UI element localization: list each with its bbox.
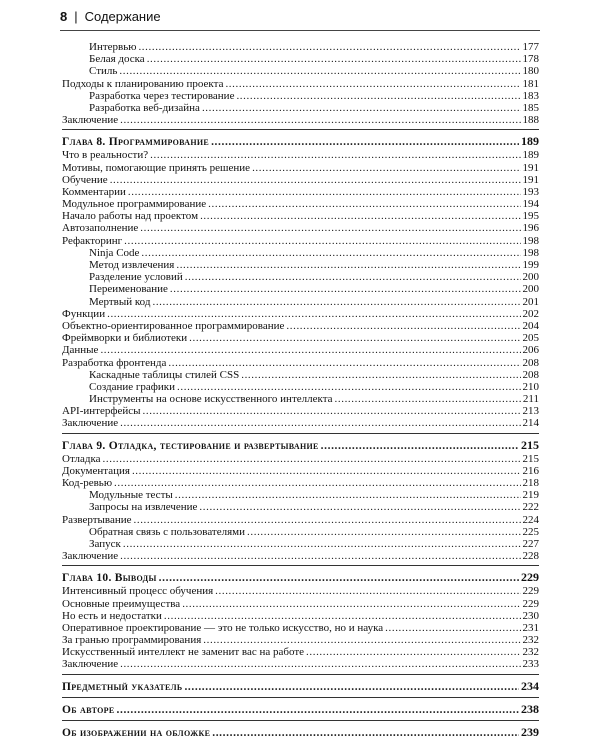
entry-page: 191: [522, 173, 539, 186]
toc-subentry[interactable]: [62, 283, 539, 295]
section-divider: [62, 565, 539, 566]
entry-page: 181: [522, 77, 539, 90]
entry-title: Функции: [62, 307, 106, 320]
chapter-entry[interactable]: [62, 134, 539, 149]
entry-title: Комментарии: [62, 185, 126, 198]
entry-title: Разработка фронтенда: [62, 356, 167, 369]
entry-title: Интервью: [89, 41, 137, 53]
chapter-title: Глава 10. Выводы: [62, 572, 157, 585]
entry-page: 213: [522, 405, 539, 418]
dot-leader: [176, 259, 520, 271]
entry-title: Заключение: [62, 550, 119, 563]
entry-page: 222: [522, 501, 539, 514]
dot-leader: [140, 222, 520, 234]
chapter-title: Глава 9. Отладка, тестирование и развертывание: [62, 439, 319, 452]
entry-title: Модульное программирование: [62, 198, 207, 211]
toc-entry[interactable]: [62, 162, 539, 174]
toc-entry[interactable]: [62, 344, 539, 356]
chapter-entry[interactable]: [62, 438, 539, 453]
toc-entry[interactable]: [62, 453, 539, 465]
dot-leader: [147, 53, 521, 65]
toc-entry[interactable]: [62, 634, 539, 646]
dot-leader: [175, 489, 521, 501]
toc-entry[interactable]: [62, 417, 539, 429]
entry-page: 215: [522, 452, 539, 465]
dot-leader: [189, 332, 520, 344]
toc-entry[interactable]: [62, 357, 539, 369]
section-divider: [62, 433, 539, 434]
toc-subentry[interactable]: [62, 489, 539, 501]
entry-page: 189: [522, 149, 539, 162]
dot-leader: [120, 114, 520, 126]
entry-title: Код-ревью: [62, 477, 113, 489]
entry-title: Инструменты на основе искусственного интеллекта: [89, 393, 333, 406]
dot-leader: [132, 465, 521, 477]
dot-leader: [306, 646, 520, 658]
entry-title: Документация: [62, 464, 130, 477]
dot-leader: [120, 417, 520, 429]
entry-title: Заключение: [62, 417, 119, 430]
entry-page: 206: [522, 344, 539, 357]
dot-leader: [117, 703, 520, 718]
dot-leader: [170, 283, 521, 295]
chapter-page: 234: [521, 678, 539, 693]
toc-subentry[interactable]: [62, 381, 539, 393]
dot-leader: [103, 453, 521, 465]
section-divider: [62, 129, 539, 130]
entry-title: Но есть и недостатки: [62, 609, 162, 622]
toc-entry[interactable]: [62, 622, 539, 634]
entry-title: Метод извлечения: [89, 259, 175, 271]
entry-page: 191: [522, 161, 539, 174]
toc-entry[interactable]: [62, 646, 539, 658]
entry-page: 177: [522, 41, 539, 53]
section-divider: [62, 674, 539, 675]
entry-title: Подходы к планированию проекта: [62, 77, 224, 90]
dot-leader: [168, 357, 520, 369]
table-of-contents: [62, 41, 539, 740]
toc-entry[interactable]: [62, 210, 539, 222]
dot-leader: [225, 78, 520, 90]
toc-entry[interactable]: [62, 114, 539, 126]
dot-leader: [177, 381, 520, 393]
entry-title: Разработка через тестирование: [89, 89, 235, 102]
toc-entry[interactable]: [62, 332, 539, 344]
entry-page: 178: [522, 53, 539, 66]
toc-entry[interactable]: [62, 320, 539, 332]
entry-page: 218: [522, 477, 539, 489]
entry-page: 202: [522, 307, 539, 320]
entry-title: Запросы на извлечение: [89, 501, 198, 514]
entry-page: 227: [522, 537, 539, 550]
entry-title: Фреймворки и библиотеки: [62, 332, 188, 345]
dot-leader: [199, 501, 520, 513]
entry-title: Искусственный интеллект не заменит вас на работе: [62, 646, 305, 659]
entry-title: Отладка: [62, 452, 101, 465]
entry-page: 224: [522, 513, 539, 526]
toc-entry[interactable]: [62, 78, 539, 90]
entry-title: Объектно-ориентированное программирование: [62, 319, 285, 332]
dot-leader: [143, 405, 521, 417]
entry-title: Обучение: [62, 173, 108, 186]
chapter-page: 229: [521, 570, 539, 585]
toc-entry[interactable]: [62, 550, 539, 562]
entry-title: Ninja Code: [89, 246, 140, 259]
header-title: Содержание: [84, 9, 161, 24]
toc-subentry[interactable]: [62, 501, 539, 513]
toc-subentry[interactable]: [62, 65, 539, 77]
entry-title: Разработка веб-дизайна: [89, 101, 200, 114]
chapter-title: Предметный указатель: [62, 680, 183, 693]
chapter-page: 215: [521, 437, 539, 452]
chapter-entry[interactable]: [62, 570, 539, 585]
entry-page: 188: [522, 114, 539, 127]
chapter-page: 239: [521, 724, 539, 739]
chapter-page: 189: [521, 134, 539, 149]
entry-title: Рефакторинг: [62, 234, 123, 247]
entry-title: Белая доска: [89, 53, 145, 66]
toc-subentry[interactable]: [62, 369, 539, 381]
dot-leader: [236, 90, 520, 102]
dot-leader: [120, 550, 520, 562]
section-divider: [62, 697, 539, 698]
entry-page: 180: [522, 65, 539, 78]
entry-page: 208: [522, 368, 539, 381]
toc-entry[interactable]: [62, 308, 539, 320]
dot-leader: [150, 149, 520, 161]
chapter-title: Об авторе: [62, 703, 115, 716]
dot-leader: [159, 571, 519, 586]
entry-page: 183: [522, 89, 539, 102]
entry-page: 194: [522, 198, 539, 211]
dot-leader: [182, 598, 520, 610]
dot-leader: [119, 65, 520, 77]
dot-leader: [247, 526, 520, 538]
toc-subentry[interactable]: [62, 41, 539, 53]
entry-title: Запуск: [89, 537, 121, 550]
entry-page: 214: [522, 417, 539, 430]
entry-title: Интенсивный процесс обучения: [62, 585, 214, 598]
entry-page: 233: [522, 658, 539, 671]
dot-leader: [208, 198, 520, 210]
entry-title: Обратная связь с пользователями: [89, 525, 246, 538]
dot-leader: [335, 393, 521, 405]
dot-leader: [203, 634, 520, 646]
chapter-title: Об изображении на обложке: [62, 726, 211, 739]
entry-title: Заключение: [62, 114, 119, 127]
dot-leader: [184, 680, 519, 695]
dot-leader: [152, 296, 520, 308]
chapter-entry[interactable]: [62, 679, 539, 694]
entry-title: Создание графики: [89, 380, 176, 393]
dot-leader: [100, 344, 520, 356]
toc-subentry[interactable]: [62, 538, 539, 550]
dot-leader: [110, 174, 521, 186]
entry-page: 185: [522, 101, 539, 114]
chapter-title: Глава 8. Программирование: [62, 136, 210, 149]
entry-title: Переименование: [89, 283, 168, 296]
toc-subentry[interactable]: [62, 90, 539, 102]
header-page-number: 8: [60, 9, 68, 24]
dot-leader: [107, 308, 520, 320]
dot-leader: [185, 271, 521, 283]
toc-subentry[interactable]: [62, 247, 539, 259]
toc-entry[interactable]: [62, 405, 539, 417]
toc-subentry[interactable]: [62, 271, 539, 283]
dot-leader: [114, 477, 520, 489]
toc-entry[interactable]: [62, 149, 539, 161]
dot-leader: [321, 439, 519, 454]
entry-title: Начало работы над проектом: [62, 210, 199, 223]
entry-title: Каскадные таблицы стилей CSS: [89, 368, 240, 381]
toc-subentry[interactable]: [62, 526, 539, 538]
chapter-page: 238: [521, 701, 539, 716]
entry-page: 211: [522, 393, 539, 406]
dot-leader: [123, 538, 521, 550]
entry-page: 200: [522, 283, 539, 296]
entry-page: 229: [522, 585, 539, 598]
dot-leader: [202, 102, 521, 114]
entry-page: 208: [522, 356, 539, 369]
toc-entry[interactable]: [62, 610, 539, 622]
dot-leader: [211, 135, 519, 150]
entry-page: 201: [522, 295, 539, 308]
entry-page: 232: [522, 634, 539, 647]
entry-title: Мертвый код: [89, 295, 151, 308]
dot-leader: [215, 585, 520, 597]
dot-leader: [385, 622, 520, 634]
entry-title: Мотивы, помогающие принять решение: [62, 161, 251, 174]
chapter-entry[interactable]: [62, 725, 539, 740]
dot-leader: [252, 162, 520, 174]
entry-title: Что в реальности?: [62, 149, 149, 162]
toc-entry[interactable]: [62, 198, 539, 210]
toc-entry[interactable]: [62, 174, 539, 186]
entry-title: Заключение: [62, 658, 119, 671]
toc-entry[interactable]: [62, 585, 539, 597]
entry-title: Автозаполнение: [62, 222, 139, 235]
header-rule: [60, 30, 540, 31]
section-divider: [62, 720, 539, 721]
toc-entry[interactable]: [62, 658, 539, 670]
entry-page: 210: [522, 380, 539, 393]
entry-page: 232: [522, 646, 539, 659]
entry-title: Данные: [62, 344, 99, 357]
dot-leader: [128, 186, 521, 198]
dot-leader: [164, 610, 521, 622]
entry-page: 231: [522, 621, 539, 634]
dot-leader: [241, 369, 520, 381]
toc-entry[interactable]: [62, 477, 539, 489]
toc-entry[interactable]: [62, 222, 539, 234]
entry-page: 198: [522, 234, 539, 247]
dot-leader: [286, 320, 520, 332]
toc-entry[interactable]: [62, 598, 539, 610]
dot-leader: [138, 41, 520, 53]
header-separator: |: [74, 9, 78, 24]
entry-page: 216: [522, 464, 539, 477]
entry-page: 193: [522, 185, 539, 198]
entry-page: 228: [522, 550, 539, 563]
entry-title: Развертывание: [62, 513, 132, 526]
entry-title: Стиль: [89, 65, 118, 78]
toc-entry[interactable]: [62, 465, 539, 477]
entry-page: 198: [522, 246, 539, 259]
entry-page: 200: [522, 271, 539, 284]
entry-title: Основные преимущества: [62, 597, 181, 610]
entry-title: API-интерфейсы: [62, 405, 141, 418]
toc-subentry[interactable]: [62, 259, 539, 271]
toc-entry[interactable]: [62, 235, 539, 247]
entry-page: 195: [522, 210, 539, 223]
toc-subentry[interactable]: [62, 102, 539, 114]
entry-page: 225: [522, 525, 539, 538]
entry-title: Оперативное проектирование — это не только искусство, но и наука: [62, 621, 384, 634]
entry-title: За гранью программирования: [62, 634, 202, 647]
toc-entry[interactable]: [62, 514, 539, 526]
chapter-entry[interactable]: [62, 702, 539, 717]
entry-page: 230: [522, 609, 539, 622]
dot-leader: [212, 726, 519, 741]
entry-page: 204: [522, 319, 539, 332]
entry-page: 219: [522, 489, 539, 502]
toc-entry[interactable]: [62, 186, 539, 198]
dot-leader: [124, 235, 520, 247]
entry-page: 229: [522, 597, 539, 610]
entry-title: Разделение условий: [89, 271, 183, 284]
dot-leader: [200, 210, 520, 222]
entry-page: 196: [522, 222, 539, 235]
entry-page: 199: [522, 259, 539, 271]
toc-subentry[interactable]: [62, 296, 539, 308]
entry-page: 205: [522, 332, 539, 345]
running-header: [60, 9, 540, 29]
dot-leader: [141, 247, 520, 259]
dot-leader: [120, 658, 520, 670]
toc-subentry[interactable]: [62, 393, 539, 405]
toc-subentry[interactable]: [62, 53, 539, 65]
dot-leader: [134, 514, 521, 526]
entry-title: Модульные тесты: [89, 489, 173, 502]
